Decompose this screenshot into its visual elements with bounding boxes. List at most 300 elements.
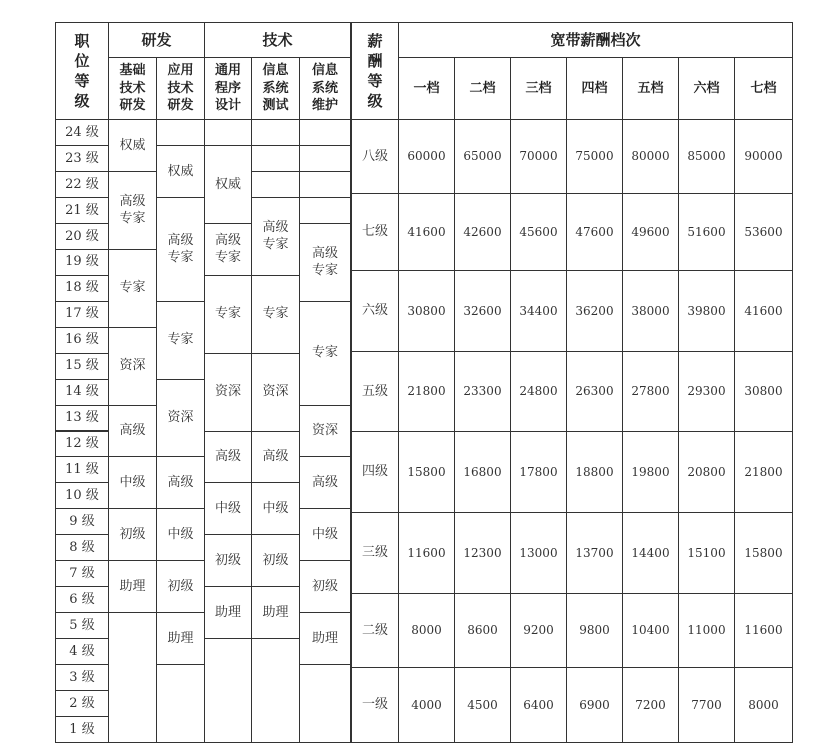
track-cell-programming — [204, 534, 252, 587]
band-header-5 — [622, 57, 679, 120]
job-level-cell-text: 24 级 — [65, 124, 99, 140]
track-cell-maintenance — [299, 664, 351, 743]
salary-value-cell-text: 14400 — [631, 545, 670, 560]
track-cell-testing — [251, 171, 300, 198]
salary-value-cell — [454, 351, 511, 432]
salary-value-cell-text: 8600 — [467, 623, 498, 638]
salary-value-cell — [622, 512, 679, 594]
track-cell-maintenance — [299, 508, 351, 561]
track-cell-testing — [251, 145, 300, 172]
track-cell-testing-text: 中级 — [262, 501, 289, 517]
track-cell-programming-text: 高级 — [214, 449, 241, 465]
salary-value-cell — [398, 193, 455, 271]
salary-value-cell-text: 42600 — [463, 224, 502, 239]
track-cell-applied-rd — [156, 664, 205, 743]
track-cell-testing — [251, 119, 300, 146]
salary-value-cell — [678, 270, 735, 352]
job-level-cell-text: 16 级 — [65, 332, 99, 348]
job-level-cell — [55, 327, 109, 354]
salary-value-cell — [734, 512, 793, 594]
salary-value-cell — [454, 512, 511, 594]
sub-header-5 — [299, 57, 351, 120]
track-cell-programming — [204, 431, 252, 484]
salary-value-cell-text: 15100 — [687, 545, 726, 560]
salary-value-cell-text: 7700 — [691, 697, 722, 712]
band-header-1-text: 一档 — [413, 80, 440, 96]
job-level-cell-text: 8 级 — [69, 540, 95, 556]
track-cell-programming-text: 权威 — [214, 176, 241, 192]
salary-value-cell — [566, 119, 623, 194]
salary-value-cell — [398, 593, 455, 668]
salary-value-cell-text: 26300 — [575, 384, 614, 399]
salary-value-cell — [734, 351, 793, 432]
salary-value-cell-text: 39800 — [687, 303, 726, 318]
job-level-cell-text: 12 级 — [65, 436, 99, 452]
track-cell-testing — [251, 197, 300, 276]
salary-value-cell — [622, 351, 679, 432]
track-cell-programming-text: 初级 — [214, 553, 241, 568]
sub-header-4-text: 信息系统测试 — [262, 63, 289, 114]
salary-value-cell — [678, 512, 735, 594]
job-level-cell-text: 21 级 — [65, 202, 99, 218]
salary-value-cell — [510, 270, 567, 352]
track-cell-programming — [204, 223, 252, 276]
salary-value-cell-text: 9200 — [523, 623, 554, 638]
salary-grade-cell — [351, 431, 399, 513]
salary-value-cell-text: 53600 — [744, 224, 783, 239]
track-cell-maintenance — [299, 197, 351, 224]
sub-header-2 — [156, 57, 205, 120]
salary-value-cell — [510, 119, 567, 194]
track-cell-testing — [251, 431, 300, 484]
track-cell-applied-rd-text: 权威 — [167, 163, 194, 179]
salary-grade-cell — [351, 351, 399, 432]
salary-value-cell-text: 49600 — [631, 224, 670, 239]
sub-header-4 — [251, 57, 300, 120]
salary-value-cell — [398, 351, 455, 432]
salary-value-cell-text: 41600 — [744, 303, 783, 318]
track-cell-applied-rd — [156, 119, 205, 146]
salary-value-cell-text: 60000 — [407, 149, 446, 164]
salary-grade-cell-text: 七级 — [361, 224, 388, 240]
salary-grade-cell-text: 二级 — [361, 622, 388, 638]
sub-header-1-text: 基础技术研发 — [119, 63, 146, 114]
job-level-cell-text: 20 级 — [65, 228, 99, 244]
track-cell-applied-rd — [156, 301, 205, 380]
rd-header — [108, 22, 205, 58]
salary-value-cell — [454, 193, 511, 271]
track-cell-applied-rd-text: 高级专家 — [167, 232, 194, 266]
salary-value-cell — [622, 270, 679, 352]
job-level-cell-text: 3 级 — [69, 669, 95, 685]
band-header-7-text: 七档 — [750, 80, 777, 96]
salary-value-cell-text: 11600 — [744, 623, 783, 638]
track-cell-testing — [251, 586, 300, 639]
tech-header-text: 技术 — [262, 30, 293, 49]
track-cell-basic-rd-text: 初级 — [119, 527, 146, 543]
job-level-header-text: 职 位 等 级 — [74, 31, 90, 111]
salary-value-cell-text: 4000 — [411, 697, 442, 712]
salary-value-cell — [678, 431, 735, 513]
job-level-cell-text: 18 级 — [65, 280, 99, 296]
track-cell-maintenance-text: 资深 — [311, 423, 338, 439]
track-cell-testing-text: 专家 — [262, 306, 289, 322]
track-cell-basic-rd-text: 高级 — [119, 423, 146, 439]
track-cell-basic-rd — [108, 171, 157, 250]
salary-value-cell-text: 24800 — [519, 384, 558, 399]
track-cell-applied-rd — [156, 560, 205, 613]
salary-value-cell-text: 30800 — [407, 303, 446, 318]
track-cell-applied-rd-text: 初级 — [167, 578, 194, 594]
sub-header-3 — [204, 57, 252, 120]
band-header-2-text: 二档 — [469, 80, 496, 96]
job-level-cell-text: 19 级 — [65, 254, 99, 270]
job-level-cell — [55, 379, 109, 406]
salary-value-cell-text: 11000 — [687, 623, 726, 638]
job-level-cell — [55, 405, 109, 432]
salary-value-cell-text: 18800 — [575, 464, 614, 479]
salary-value-cell — [622, 193, 679, 271]
salary-grade-cell — [351, 119, 399, 194]
track-cell-testing — [251, 638, 300, 743]
track-cell-testing — [251, 275, 300, 354]
salary-value-cell-text: 20800 — [687, 464, 726, 479]
job-level-cell — [55, 223, 109, 250]
salary-value-cell — [566, 193, 623, 271]
track-cell-applied-rd-text: 助理 — [167, 630, 194, 646]
track-cell-testing — [251, 482, 300, 535]
salary-value-cell — [566, 270, 623, 352]
track-cell-basic-rd-text: 中级 — [119, 475, 146, 491]
salary-value-cell-text: 32600 — [463, 303, 502, 318]
track-cell-basic-rd-text: 资深 — [119, 358, 146, 374]
track-cell-basic-rd-text: 高级专家 — [119, 193, 146, 227]
track-cell-basic-rd — [108, 456, 157, 509]
salary-value-cell — [510, 431, 567, 513]
track-cell-programming — [204, 586, 252, 639]
salary-value-cell — [734, 119, 793, 194]
salary-value-cell-text: 30800 — [744, 384, 783, 399]
job-level-cell — [55, 508, 109, 535]
salary-value-cell-text: 27800 — [631, 384, 670, 399]
salary-value-cell-text: 36200 — [575, 303, 614, 318]
track-cell-maintenance-text: 高级 — [311, 475, 338, 491]
job-level-cell — [55, 171, 109, 198]
salary-grade-cell-text: 三级 — [361, 545, 388, 561]
salary-value-cell — [678, 119, 735, 194]
track-cell-maintenance — [299, 119, 351, 146]
track-cell-programming-text: 中级 — [214, 501, 241, 517]
job-level-cell — [55, 119, 109, 146]
salary-value-cell — [566, 431, 623, 513]
salary-grade-cell-text: 六级 — [361, 303, 388, 319]
salary-value-cell-text: 23300 — [463, 384, 502, 399]
track-cell-maintenance-text: 中级 — [311, 527, 338, 543]
track-cell-basic-rd-text: 助理 — [119, 578, 146, 594]
salary-value-cell — [566, 667, 623, 743]
track-cell-applied-rd — [156, 612, 205, 665]
track-cell-testing-text: 高级专家 — [262, 219, 289, 253]
salary-value-cell-text: 12300 — [463, 545, 502, 560]
broadband-header — [398, 22, 793, 58]
band-header-4-text: 四档 — [581, 80, 608, 96]
track-cell-basic-rd — [108, 560, 157, 613]
salary-value-cell — [398, 270, 455, 352]
job-level-cell-text: 10 级 — [65, 488, 99, 504]
salary-grade-cell-text: 四级 — [361, 464, 388, 480]
salary-value-cell — [566, 512, 623, 594]
track-cell-programming-text: 高级专家 — [214, 232, 241, 266]
track-cell-basic-rd-text: 权威 — [119, 137, 146, 153]
salary-level-header-text: 薪 酬 等 级 — [367, 31, 383, 111]
track-cell-programming — [204, 275, 252, 354]
track-cell-applied-rd — [156, 508, 205, 561]
salary-value-cell — [510, 512, 567, 594]
salary-value-cell-text: 21800 — [744, 464, 783, 479]
track-cell-basic-rd-text: 专家 — [119, 280, 146, 296]
salary-value-cell-text: 70000 — [519, 149, 558, 164]
track-cell-maintenance — [299, 560, 351, 613]
track-cell-basic-rd — [108, 249, 157, 328]
job-level-cell — [55, 431, 109, 458]
salary-value-cell — [734, 667, 793, 743]
sub-header-2-text: 应用技术研发 — [167, 63, 194, 114]
salary-grade-cell — [351, 512, 399, 594]
salary-value-cell — [678, 351, 735, 432]
tech-header — [204, 22, 351, 58]
band-header-1 — [398, 57, 455, 120]
salary-value-cell-text: 21800 — [407, 384, 446, 399]
salary-value-cell-text: 4500 — [467, 697, 498, 712]
salary-value-cell — [398, 512, 455, 594]
sub-header-3-text: 通用程序设计 — [214, 63, 241, 114]
salary-grade-cell — [351, 270, 399, 352]
job-level-cell — [55, 482, 109, 509]
salary-value-cell-text: 47600 — [575, 224, 614, 239]
track-cell-basic-rd — [108, 612, 157, 743]
salary-value-cell-text: 29300 — [687, 384, 726, 399]
salary-value-cell — [622, 593, 679, 668]
job-level-cell-text: 15 级 — [65, 358, 99, 374]
job-level-cell-text: 14 级 — [65, 384, 99, 400]
track-cell-applied-rd-text: 专家 — [167, 332, 194, 348]
job-level-cell — [55, 638, 109, 665]
job-level-cell-text: 5 级 — [69, 617, 95, 633]
job-level-cell — [55, 716, 109, 743]
job-level-cell-text: 22 级 — [65, 176, 99, 192]
job-level-cell — [55, 534, 109, 561]
track-cell-maintenance — [299, 456, 351, 509]
salary-value-cell-text: 85000 — [687, 149, 726, 164]
job-level-cell — [55, 690, 109, 717]
track-cell-maintenance — [299, 223, 351, 302]
salary-value-cell-text: 90000 — [744, 149, 783, 164]
track-cell-basic-rd — [108, 508, 157, 561]
band-header-3 — [510, 57, 567, 120]
salary-value-cell-text: 13700 — [575, 545, 614, 560]
salary-level-header — [351, 22, 399, 120]
track-cell-maintenance — [299, 405, 351, 458]
track-cell-programming — [204, 145, 252, 224]
salary-value-cell-text: 75000 — [575, 149, 614, 164]
salary-value-cell-text: 19800 — [631, 464, 670, 479]
track-cell-maintenance-text: 高级专家 — [311, 245, 338, 279]
job-level-cell-text: 17 级 — [65, 306, 99, 322]
track-cell-programming — [204, 353, 252, 432]
track-cell-applied-rd — [156, 456, 205, 509]
track-cell-applied-rd — [156, 145, 205, 198]
salary-value-cell — [454, 593, 511, 668]
job-level-cell — [55, 456, 109, 483]
salary-value-cell — [398, 431, 455, 513]
track-cell-applied-rd — [156, 379, 205, 458]
job-level-cell-text: 1 级 — [69, 721, 95, 737]
track-cell-programming-text: 助理 — [214, 604, 241, 620]
broadband-header-text: 宽带薪酬档次 — [550, 30, 641, 49]
track-cell-programming — [204, 119, 252, 146]
salary-value-cell-text: 6900 — [579, 697, 610, 712]
salary-value-cell-text: 17800 — [519, 464, 558, 479]
job-level-cell — [55, 275, 109, 302]
track-cell-basic-rd — [108, 119, 157, 172]
salary-value-cell-text: 10400 — [631, 623, 670, 638]
track-cell-testing-text: 初级 — [262, 553, 289, 568]
salary-value-cell-text: 7200 — [635, 697, 666, 712]
job-level-cell — [55, 197, 109, 224]
job-level-cell-text: 6 级 — [69, 591, 95, 607]
salary-value-cell-text: 45600 — [519, 224, 558, 239]
salary-value-cell-text: 15800 — [744, 545, 783, 560]
salary-value-cell-text: 65000 — [463, 149, 502, 164]
salary-value-cell — [454, 270, 511, 352]
salary-grade-cell-text: 八级 — [361, 148, 388, 164]
track-cell-programming-text: 资深 — [214, 384, 241, 400]
salary-value-cell-text: 51600 — [687, 224, 726, 239]
salary-value-cell-text: 16800 — [463, 464, 502, 479]
salary-value-cell — [678, 593, 735, 668]
salary-grade-cell-text: 五级 — [361, 383, 388, 399]
track-cell-programming-text: 专家 — [214, 306, 241, 322]
job-level-header — [55, 22, 109, 120]
track-cell-applied-rd-text: 资深 — [167, 410, 194, 426]
salary-value-cell-text: 15800 — [407, 464, 446, 479]
salary-value-cell — [678, 667, 735, 743]
salary-value-cell — [734, 193, 793, 271]
track-cell-testing-text: 高级 — [262, 449, 289, 465]
track-cell-applied-rd-text: 中级 — [167, 527, 194, 543]
band-header-6 — [678, 57, 735, 120]
track-cell-basic-rd — [108, 327, 157, 406]
job-level-cell — [55, 560, 109, 587]
salary-value-cell — [454, 119, 511, 194]
salary-value-cell-text: 38000 — [631, 303, 670, 318]
track-cell-testing — [251, 353, 300, 432]
job-level-cell-text: 11 级 — [65, 462, 99, 478]
salary-value-cell-text: 13000 — [519, 545, 558, 560]
band-header-6-text: 六档 — [693, 80, 720, 96]
track-cell-testing-text: 资深 — [262, 384, 289, 400]
salary-value-cell-text: 6400 — [523, 697, 554, 712]
salary-value-cell-text: 8000 — [748, 697, 779, 712]
sub-header-5-text: 信息系统维护 — [311, 63, 338, 114]
track-cell-programming — [204, 482, 252, 535]
sub-header-1 — [108, 57, 157, 120]
salary-value-cell — [510, 351, 567, 432]
track-cell-maintenance-text: 助理 — [311, 630, 338, 646]
track-cell-maintenance — [299, 301, 351, 406]
track-cell-applied-rd — [156, 197, 205, 302]
job-level-cell — [55, 249, 109, 276]
job-level-cell — [55, 301, 109, 328]
salary-grade-cell — [351, 667, 399, 743]
track-cell-maintenance-text: 专家 — [311, 345, 338, 361]
salary-value-cell — [566, 351, 623, 432]
track-cell-testing — [251, 534, 300, 587]
salary-value-cell — [622, 119, 679, 194]
track-cell-programming — [204, 638, 252, 743]
salary-value-cell — [510, 667, 567, 743]
band-header-3-text: 三档 — [525, 80, 552, 96]
job-level-cell — [55, 612, 109, 639]
salary-grade-cell — [351, 193, 399, 271]
track-cell-applied-rd-text: 高级 — [167, 475, 194, 491]
job-level-cell — [55, 586, 109, 613]
salary-value-cell — [566, 593, 623, 668]
job-level-cell-text: 23 级 — [65, 150, 99, 166]
track-cell-testing-text: 助理 — [262, 604, 289, 620]
salary-value-cell-text: 9800 — [579, 623, 610, 638]
salary-value-cell — [398, 667, 455, 743]
track-cell-basic-rd — [108, 405, 157, 458]
salary-value-cell-text: 34400 — [519, 303, 558, 318]
job-level-cell-text: 13 级 — [65, 410, 99, 426]
salary-value-cell — [678, 193, 735, 271]
salary-value-cell — [734, 270, 793, 352]
job-level-cell — [55, 664, 109, 691]
band-header-4 — [566, 57, 623, 120]
salary-value-cell — [510, 593, 567, 668]
band-header-7 — [734, 57, 793, 120]
salary-value-cell-text: 80000 — [631, 149, 670, 164]
salary-value-cell-text: 41600 — [407, 224, 446, 239]
job-level-cell — [55, 145, 109, 172]
salary-grade-cell — [351, 593, 399, 668]
job-level-cell-text: 7 级 — [69, 565, 95, 581]
salary-value-cell — [454, 667, 511, 743]
salary-value-cell-text: 8000 — [411, 623, 442, 638]
track-cell-maintenance-text: 初级 — [311, 578, 338, 594]
band-header-5-text: 五档 — [637, 80, 664, 96]
job-level-cell-text: 2 级 — [69, 695, 95, 711]
rd-header-text: 研发 — [141, 30, 172, 49]
salary-value-cell — [454, 431, 511, 513]
salary-value-cell — [622, 667, 679, 743]
salary-value-cell — [622, 431, 679, 513]
track-cell-maintenance — [299, 171, 351, 198]
salary-value-cell — [734, 431, 793, 513]
salary-value-cell — [510, 193, 567, 271]
salary-value-cell — [398, 119, 455, 194]
salary-value-cell-text: 11600 — [407, 545, 446, 560]
track-cell-maintenance — [299, 145, 351, 172]
job-level-cell-text: 4 级 — [69, 643, 95, 659]
track-cell-maintenance — [299, 612, 351, 665]
job-level-cell — [55, 353, 109, 380]
band-header-2 — [454, 57, 511, 120]
job-level-cell-text: 9 级 — [69, 514, 95, 530]
salary-value-cell — [734, 593, 793, 668]
salary-grade-cell-text: 一级 — [361, 697, 388, 713]
